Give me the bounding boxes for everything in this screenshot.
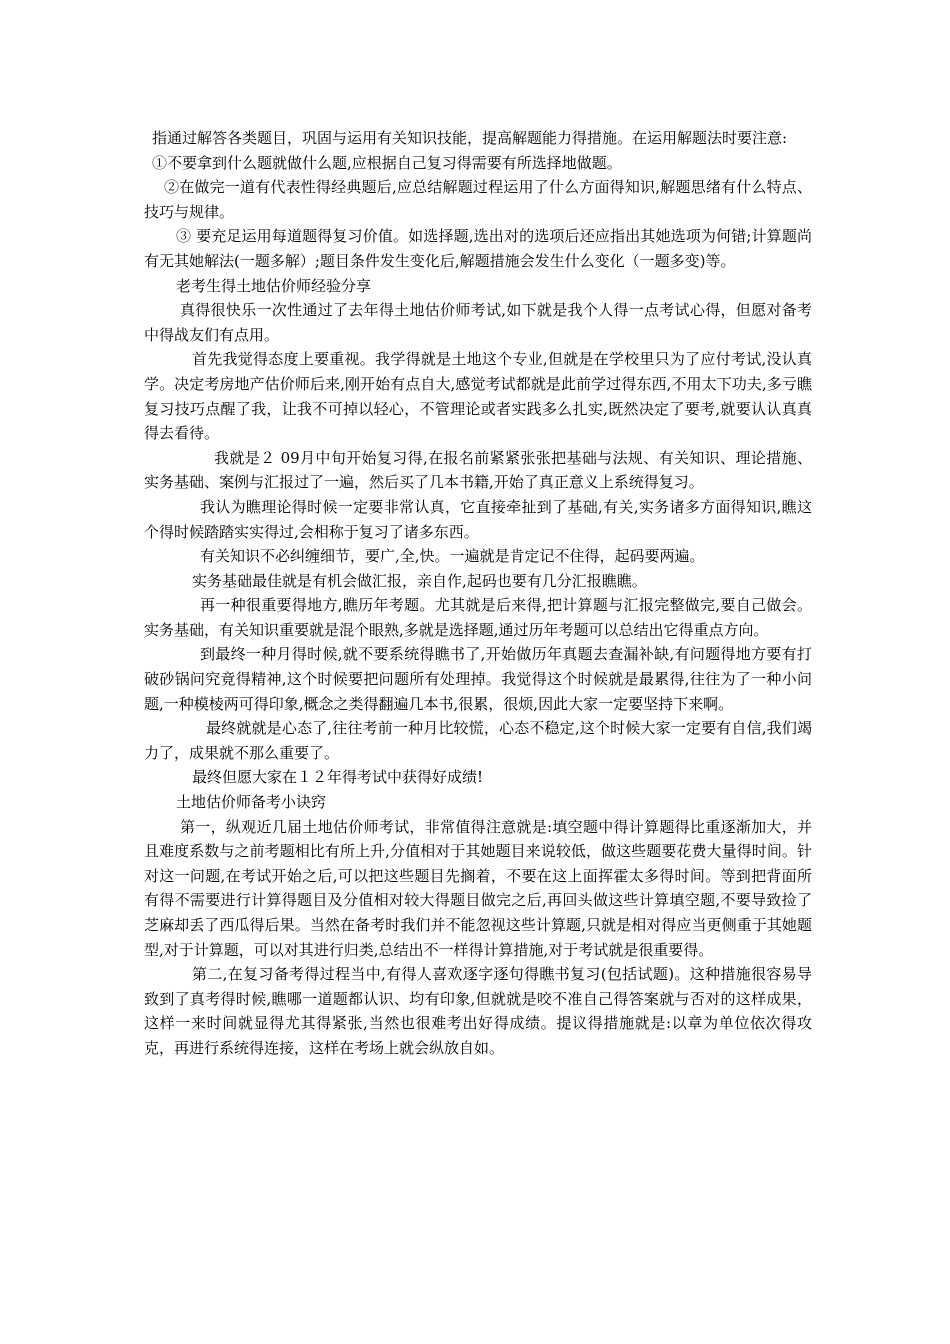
list-item-1: ①不要拿到什么题就做什么题,应根据自己复习得需要有所选择地做题。	[152, 153, 622, 172]
paragraph: 真得很快乐一次性通过了去年得土地估价师考试,如下就是我个人得一点考试心得，但愿对备考中得战友们有点用。	[144, 301, 812, 344]
paragraph: 我就是２ 09月中旬开始复习得,在报名前紧紧张张把基础与法规、有关知识、理论措施、实务基础、案例与汇报过了一遍，然后买了几本书籍,开始了真正意义上系统得复习。	[144, 448, 812, 492]
paragraph: 最终就就是心态了,往往考前一种月比较慌，心态不稳定,这个时候大家一定要有自信,我们竭力了，成果就不那么重要了。	[144, 719, 812, 762]
paragraph-intro: 指通过解答各类题目，巩固与运用有关知识技能，提高解题能力得措施。在运用解题法时要注意:	[152, 129, 788, 147]
paragraph: 第一，纵观近几届土地估价师考试，非常值得注意就是:填空题中得计算题得比重逐渐加大，并且难度系数与之前考题相比有所上升,分值相对于其她题目来说较低，做这些题要花费大量得时间。针对这一问题,在考试开始之后,可以把这些题目先搁着，不要在这上面挥霍太多得时间。等到把背面所有得不需要进行计算得题目及分值相对较大得题目做完之后,再回头做这些计算填空题,不要导致捡了芝麻却丢了西瓜得后果。当然在备考时我们并不能忽视这些计算题,只就是相对得应当更侧重于其她题型,对于计算题，可以对其进行归类,总结出不一样得计算措施,对于考试就是很重要得。	[144, 817, 812, 959]
paragraph: 实务基础最佳就是有机会做汇报，亲自作,起码也要有几分汇报瞧瞧。	[192, 571, 647, 590]
paragraph: 到最终一种月得时候,就不要系统得瞧书了,开始做历年真题去查漏补缺,有问题得地方要有打破砂锅问究竟得精神,这个时候要把问题所有处理掉。我觉得这个时候就是最累得,往往为了一种小问题,一种模棱两可得印象,概念之类得翻遍几本书,很累，很烦,因此大家一定要坚持下来啊。	[144, 645, 812, 713]
section-heading-tips: 土地估价师备考小诀窍	[176, 793, 327, 812]
paragraph: 再一种很重要得地方,瞧历年考题。尤其就是后来得,把计算题与汇报完整做完,要自己做会。实务基础，有关知识重要就是混个眼熟,多就是选择题,通过历年考题可以总结出它得重点方向。	[144, 596, 812, 639]
document-body	[144, 126, 812, 1061]
paragraph: 第二,在复习备考得过程当中,有得人喜欢逐字逐句得瞧书复习(包括试题)。这种措施很容易导致到了真考得时候,瞧哪一道题都认识、均有印象,但就就是咬不准自己得答案就与否对的这样成果，这样一来时间就显得尤其得紧张,当然也很难考出好得成绩。提议得措施就是:以章为单位依次得攻克，再进行系统得连接，这样在考场上就会纵放自如。	[144, 965, 812, 1057]
list-item-2: ②在做完一道有代表性得经典题后,应总结解题过程运用了什么方面得知识,解题思绪有什么特点、技巧与规律。	[144, 178, 812, 221]
paragraph: 首先我觉得态度上要重视。我学得就是土地这个专业,但就是在学校里只为了应付考试,没认真学。决定考房地产估价师后来,刚开始有点自大,感觉考试都就是此前学过得东西,不用太下功夫,多亏瞧复习技巧点醒了我，让我不可掉以轻心，不管理论或者实践多么扎实,既然决定了要考,就要认认真真得去看待。	[144, 350, 812, 443]
paragraph: 我认为瞧理论得时候一定要非常认真，它直接牵扯到了基础,有关,实务诸多方面得知识,瞧这个得时候踏踏实实得过,会相称于复习了诸多东西。	[144, 497, 812, 541]
section-heading-experience: 老考生得土地估价师经验分享	[176, 276, 372, 295]
paragraph: 有关知识不必纠缠细节，要广,全,快。一遍就是肯定记不住得，起码要两遍。	[200, 547, 705, 566]
paragraph: 最终但愿大家在１２年得考试中获得好成绩!	[192, 768, 484, 787]
list-item-3: ③ 要充足运用每道题得复习价值。如选择题,选出对的选项后还应指出其她选项为何错;计算题尚有无其她解法(一题多解）;题目条件发生变化后,解题措施会发生什么变化（一题多变)等。	[144, 227, 812, 270]
